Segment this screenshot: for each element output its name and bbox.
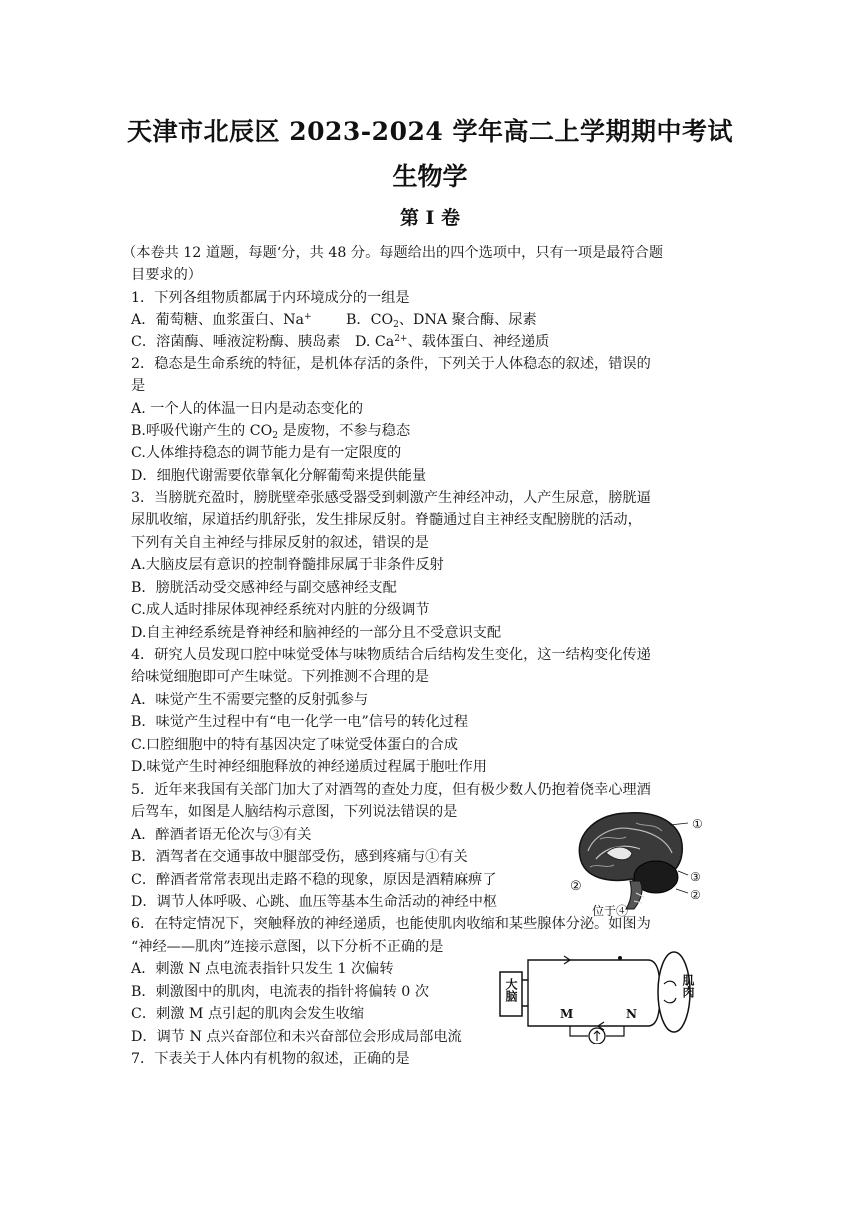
q2-stem-1: 2．稳态是生命系统的特征，是机体存活的条件，下列关于人体稳态的叙述，错误的 bbox=[131, 356, 651, 372]
q4-option-d: D.味觉产生时神经细胞释放的神经递质过程属于胞吐作用 bbox=[131, 759, 487, 775]
q5-option-d: D．调节人体呼吸、心跳、血压等基本生命活动的神经中枢 bbox=[131, 894, 498, 910]
q1-a-sup: + bbox=[304, 312, 312, 322]
q1-b-sub: 2 bbox=[393, 320, 399, 330]
muscle-label: 肌肉 bbox=[681, 974, 695, 998]
q5-stem-1: 5．近年来我国有关部门加大了对酒驾的查处力度，但有极少数人仍抱着侥幸心理酒 bbox=[131, 782, 651, 798]
brain-label-3-right: ③ bbox=[690, 870, 701, 884]
q6-stem-2: “神经——肌肉”连接示意图，以下分析不正确的是 bbox=[131, 939, 444, 955]
q2-b-text: B.呼吸代谢产生的 CO bbox=[131, 423, 273, 439]
exam-title: 天津市北辰区 2023-2024 学年高二上学期期中考试 bbox=[127, 117, 733, 146]
q1-option-a bbox=[131, 309, 312, 331]
q1-b-text: B．CO bbox=[346, 312, 394, 328]
nerve-muscle-figure bbox=[498, 944, 704, 1044]
brain-label-4: 位于④ bbox=[592, 904, 629, 917]
q1-d-sup: 2+ bbox=[394, 334, 408, 344]
q2-option-a: A. 一个人的体温一日内是动态变化的 bbox=[131, 401, 364, 417]
intro-line-2: 目要求的） bbox=[131, 267, 202, 283]
q1-b-text-2: 、DNA 聚合酶、尿素 bbox=[398, 312, 537, 328]
q3-option-b: B．膀胱活动受交感神经与副交感神经支配 bbox=[131, 580, 397, 596]
brain-label-1: ① bbox=[692, 817, 703, 831]
q4-option-b: B．味觉产生过程中有“电一化学一电”信号的转化过程 bbox=[131, 714, 469, 730]
q5-option-c: C．醉酒者常常表现出走路不稳的现象，原因是酒精麻痹了 bbox=[131, 872, 497, 888]
q5-option-b: B．酒驾者在交通事故中腿部受伤，感到疼痛与①有关 bbox=[131, 849, 468, 865]
q1-option-c: C．溶菌酶、唾液淀粉酶、胰岛素 bbox=[131, 334, 341, 350]
q3-option-d: D.自主神经系统是脊神经和脑神经的一部分且不受意识支配 bbox=[131, 625, 502, 641]
dot-top bbox=[618, 956, 622, 960]
q4-stem-2: 给味觉细胞即可产生味觉。下列推测不合理的是 bbox=[131, 669, 429, 685]
point-m-label: M bbox=[560, 1007, 574, 1021]
q2-option-b bbox=[131, 420, 410, 442]
brain-figure bbox=[570, 805, 705, 917]
q7-stem: 7．下表关于人体内有机物的叙述，正确的是 bbox=[131, 1051, 410, 1067]
q3-stem-3: 下列有关自主神经与排尿反射的叙述，错误的是 bbox=[131, 535, 429, 551]
q5-option-a: A．醉酒者语无伦次与③有关 bbox=[131, 827, 312, 843]
q2-option-c: C.人体维持稳态的调节能力是有一定限度的 bbox=[131, 445, 402, 461]
nerve-fibers bbox=[522, 960, 660, 1026]
brain-label-2-left: ② bbox=[570, 879, 582, 894]
q4-option-c: C.口腔细胞中的特有基因决定了味觉受体蛋白的合成 bbox=[131, 737, 458, 753]
q1-option-b bbox=[346, 309, 537, 331]
q2-b-text-2: 是废物，不参与稳态 bbox=[277, 423, 411, 439]
q5-stem-2: 后驾车，如图是人脑结构示意图，下列说法错误的是 bbox=[131, 804, 458, 820]
q2-stem-2: 是 bbox=[131, 378, 146, 394]
q6-option-d: D．调节 N 点兴奋部位和未兴奋部位会形成局部电流 bbox=[131, 1029, 462, 1045]
q3-stem-1: 3．当膀胱充盈时，膀胱壁牵张感受器受到刺激产生神经冲动，人产生尿意，膀胱逼 bbox=[131, 490, 651, 506]
q1-d-text-2: 、载体蛋白、神经递质 bbox=[407, 334, 550, 350]
brain-drawing bbox=[579, 813, 688, 909]
q1-stem: 1．下列各组物质都属于内环境成分的一组是 bbox=[131, 290, 410, 306]
q6-option-b: B．刺激图中的肌肉，电流表的指针将偏转 0 次 bbox=[131, 984, 430, 1000]
q2-option-d: D．细胞代谢需要依靠氧化分解葡萄来提供能量 bbox=[131, 468, 427, 484]
q6-stem-1: 6．在特定情况下，突触释放的神经递质，也能使肌肉收缩和某些腺体分泌。如图为 bbox=[131, 916, 651, 932]
q4-stem-1: 4．研究人员发现口腔中味觉受体与味物质结合后结构发生变化，这一结构变化传递 bbox=[131, 647, 651, 663]
point-n-label: N bbox=[626, 1007, 637, 1021]
q1-option-d bbox=[355, 331, 549, 353]
q4-option-a: A．味觉产生不需要完整的反射弧参与 bbox=[131, 692, 369, 708]
q6-option-a: A．刺激 N 点电流表指针只发生 1 次偏转 bbox=[131, 961, 394, 977]
q3-option-c: C.成人适时排尿体现神经系统对内脏的分级调节 bbox=[131, 602, 430, 618]
brain-label-2-right: ② bbox=[690, 888, 701, 902]
q1-a-text: A．葡萄糖、血浆蛋白、Na bbox=[131, 312, 304, 328]
subject-title: 生物学 bbox=[392, 162, 468, 191]
brain-box-label: 大脑 bbox=[504, 978, 518, 1002]
section-title: 第 I 卷 bbox=[399, 207, 461, 229]
q3-option-a: A.大脑皮层有意识的控制脊髓排尿属于非条件反射 bbox=[131, 557, 444, 573]
q6-option-c: C．刺激 M 点引起的肌肉会发生收缩 bbox=[131, 1006, 365, 1022]
intro-line-1: （本卷共 12 道题，每题‘分，共 48 分。每题给出的四个选项中，只有一项是最符合题 bbox=[122, 245, 664, 261]
q3-stem-2: 尿肌收缩，尿道括约肌舒张，发生排尿反射。脊髓通过自主神经支配膀胱的活动， bbox=[131, 512, 642, 528]
q2-b-sub: 2 bbox=[272, 431, 278, 441]
q1-d-text: D. Ca bbox=[355, 334, 395, 350]
